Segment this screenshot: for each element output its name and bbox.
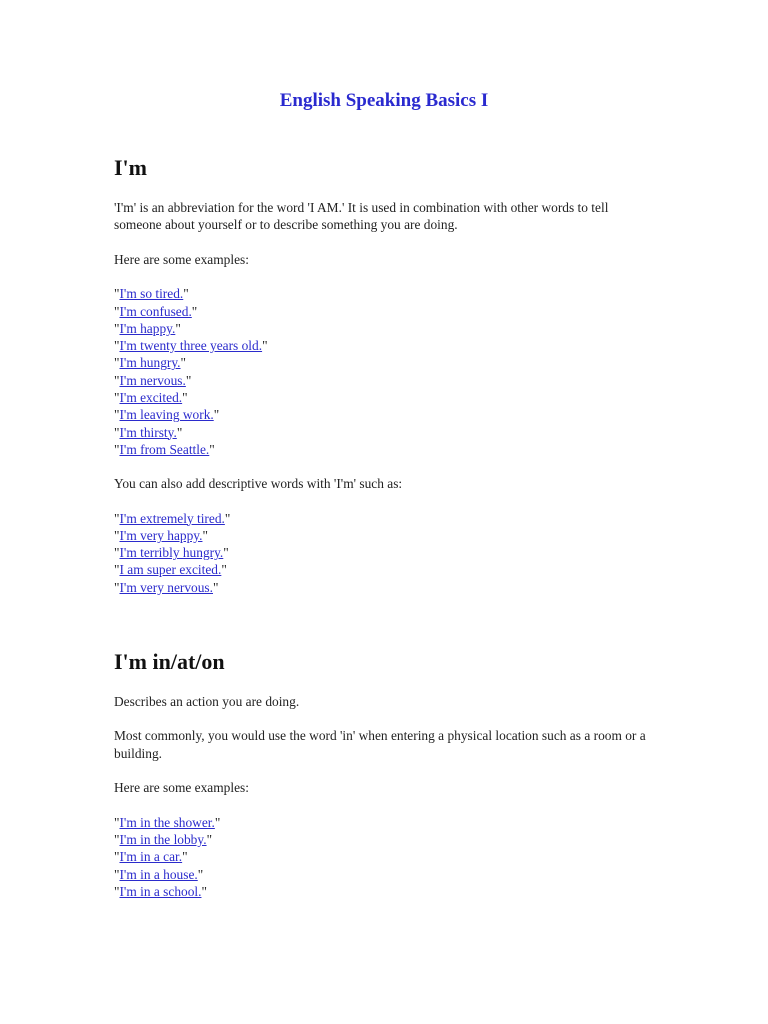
- example-item: "I'm in the shower.": [114, 814, 221, 830]
- example-item: "I'm so tired.": [114, 286, 189, 302]
- example-link[interactable]: I'm happy.: [119, 320, 176, 336]
- example-item: "I'm in the lobby.": [114, 831, 213, 847]
- example-item: "I'm very happy.": [114, 527, 208, 543]
- example-item: "I'm thirsty.": [114, 424, 183, 440]
- example-link[interactable]: I'm thirsty.: [119, 424, 177, 440]
- example-item: "I'm in a school.": [114, 883, 207, 899]
- document-title: English Speaking Basics I: [279, 90, 489, 111]
- example-item: "I'm very nervous.": [114, 579, 219, 595]
- section-im: [114, 154, 654, 613]
- example-item: "I am super excited.": [114, 562, 227, 578]
- section-detail: Most commonly, you would use the word 'in' when entering a physical location such as a room or a building.: [114, 728, 646, 761]
- section-intro: Describes an action you are doing.: [114, 694, 300, 709]
- example-link[interactable]: I am super excited.: [119, 562, 222, 578]
- example-item: "I'm confused.": [114, 303, 198, 319]
- example-item: "I'm happy.": [114, 320, 181, 336]
- example-item: "I'm from Seattle.": [114, 441, 215, 457]
- example-link[interactable]: I'm in a school.: [119, 883, 202, 899]
- example-link[interactable]: I'm in a car.: [119, 849, 183, 865]
- example-link[interactable]: I'm twenty three years old.: [119, 338, 263, 354]
- examples-label: Here are some examples:: [114, 251, 249, 267]
- example-link[interactable]: I'm in the lobby.: [119, 831, 207, 847]
- descriptive-label: You can also add descriptive words with 'I'm' such as:: [114, 476, 403, 492]
- example-link[interactable]: I'm in a house.: [119, 866, 198, 882]
- example-link[interactable]: I'm so tired.: [119, 286, 184, 302]
- example-link[interactable]: I'm very nervous.: [119, 579, 213, 595]
- example-link[interactable]: I'm terribly hungry.: [119, 545, 224, 561]
- example-link[interactable]: I'm very happy.: [119, 527, 203, 543]
- section-heading: I'm: [114, 155, 147, 180]
- example-link[interactable]: I'm hungry.: [119, 355, 181, 371]
- section-heading: I'm in/at/on: [114, 649, 225, 674]
- example-link[interactable]: I'm nervous.: [119, 372, 186, 388]
- example-item: "I'm in a house.": [114, 866, 204, 882]
- example-link[interactable]: I'm extremely tired.: [119, 510, 225, 526]
- example-item: "I'm nervous.": [114, 372, 192, 388]
- section-intro: 'I'm' is an abbreviation for the word 'I AM.' It is used in combination with other words to tell someone about yourself or to describe something you are doing.: [114, 200, 609, 233]
- example-item: "I'm extremely tired.": [114, 510, 231, 526]
- examples-list: [114, 285, 654, 458]
- example-item: "I'm terribly hungry.": [114, 545, 229, 561]
- examples-list: [114, 814, 654, 900]
- section-im-in-at-on: [114, 648, 654, 917]
- example-link[interactable]: I'm excited.: [119, 390, 183, 405]
- example-item: "I'm hungry.": [114, 355, 186, 371]
- descriptive-examples-list: [114, 510, 654, 596]
- example-link[interactable]: I'm in the shower.: [119, 814, 215, 830]
- examples-label: Here are some examples:: [114, 780, 249, 796]
- example-item: "I'm leaving work.": [114, 407, 220, 423]
- example-item: "I'm twenty three years old.": [114, 338, 268, 354]
- example-item: "I'm in a car.": [114, 849, 188, 865]
- example-item: "I'm excited.": [114, 390, 188, 405]
- example-link[interactable]: I'm confused.: [119, 303, 192, 319]
- example-link[interactable]: I'm leaving work.: [119, 407, 214, 423]
- example-link[interactable]: I'm from Seattle.: [119, 441, 210, 457]
